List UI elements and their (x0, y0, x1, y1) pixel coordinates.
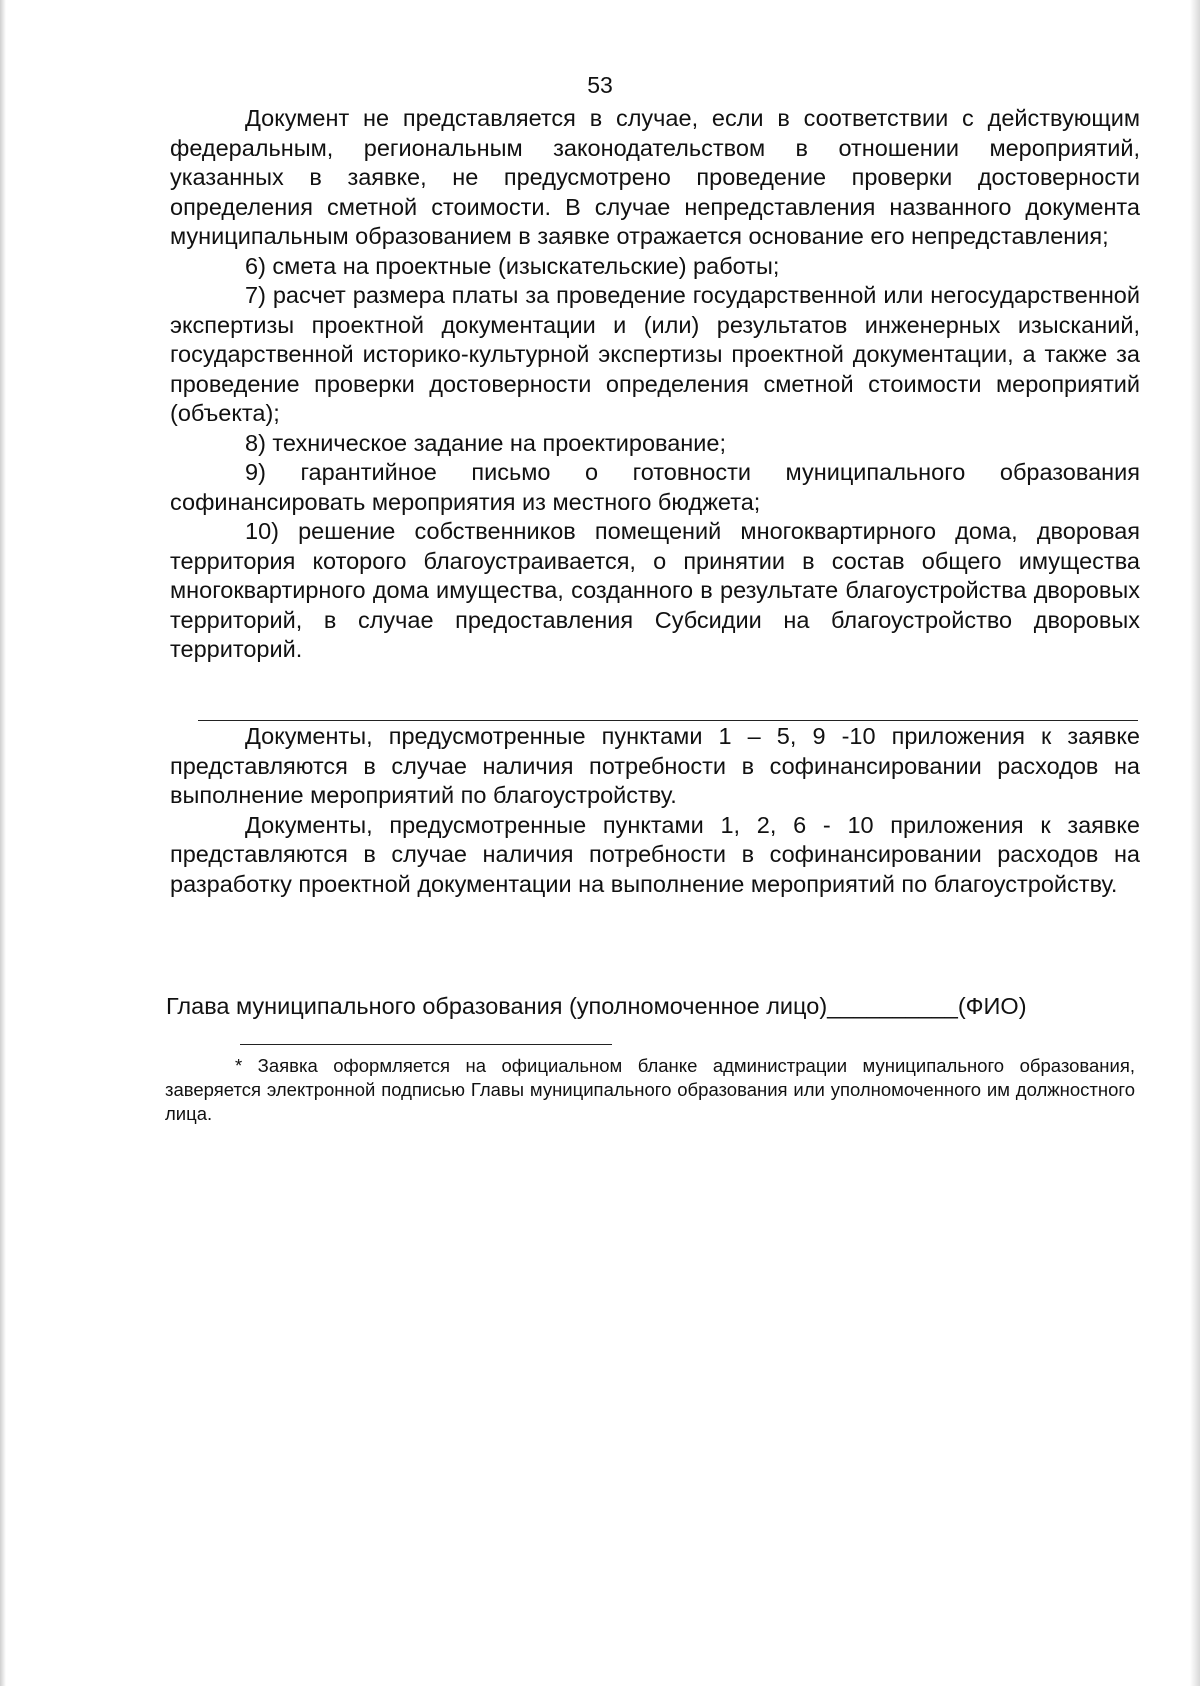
list-item-10: 10) решение собственников помещений многоквартирного дома, дворовая территория которого благоустраивается, о принятии в состав общего имущества многоквартирного дома имущества, созданного в результате благоустройства дворовых территорий, в случае предоставления Субсидии на благоустройство дворовых территорий. (170, 518, 1140, 662)
note-1: Документы, предусмотренные пунктами 1 – 5, 9 -10 приложения к заявке представляются в случае наличия потребности в софинансировании расходов на выполнение мероприятий по благоустройству. (170, 723, 1140, 808)
section-divider (198, 720, 1138, 721)
paragraph-document-not-provided: Документ не представляется в случае, если в соответствии с действующим федеральным, региональным законодательством в отношении мероприятий, указанных в заявке, не предусмотрено проведение проверки достоверности определения сметной стоимости. В случае непредставления названного документа муниципальным образованием в заявке отражается основание его непредставления; (170, 105, 1140, 249)
list-item-6: 6) смета на проектные (изыскательские) работы; (245, 252, 780, 279)
page-number: 53 (587, 72, 613, 98)
signature-line: Глава муниципального образования (уполномоченное лицо)__________(ФИО) (166, 993, 1027, 1019)
list-item-7: 7) расчет размера платы за проведение государственной или негосударственной экспертизы проектной документации и (или) результатов инженерных изысканий, государственной историко-культурной экспертизы проектной документации, а также за проведение проверки достоверности определения сметной стоимости мероприятий (объекта); (170, 282, 1140, 426)
scan-edge-left (0, 0, 6, 1686)
note-2: Документы, предусмотренные пунктами 1, 2, 6 - 10 приложения к заявке представляются в случае наличия потребности в софинансировании расходов на разработку проектной документации на выполнение мероприятий по благоустройству. (170, 811, 1140, 897)
scan-edge-right (1190, 0, 1200, 1686)
list-item-9: 9) гарантийное письмо о готовности муниципального образования софинансировать мероприятия из местного бюджета; (170, 459, 1140, 515)
footnote-rule (240, 1044, 612, 1045)
notes (170, 722, 1140, 899)
main-text (170, 104, 1140, 665)
list-item-8: 8) техническое задание на проектирование; (245, 429, 727, 456)
footnote-text: * Заявка оформляется на официальном бланке администрации муниципального образования, заверяется электронной подписью Главы муниципального образования или уполномоченного им должностного лица. (165, 1055, 1135, 1124)
footnote (165, 1054, 1135, 1126)
